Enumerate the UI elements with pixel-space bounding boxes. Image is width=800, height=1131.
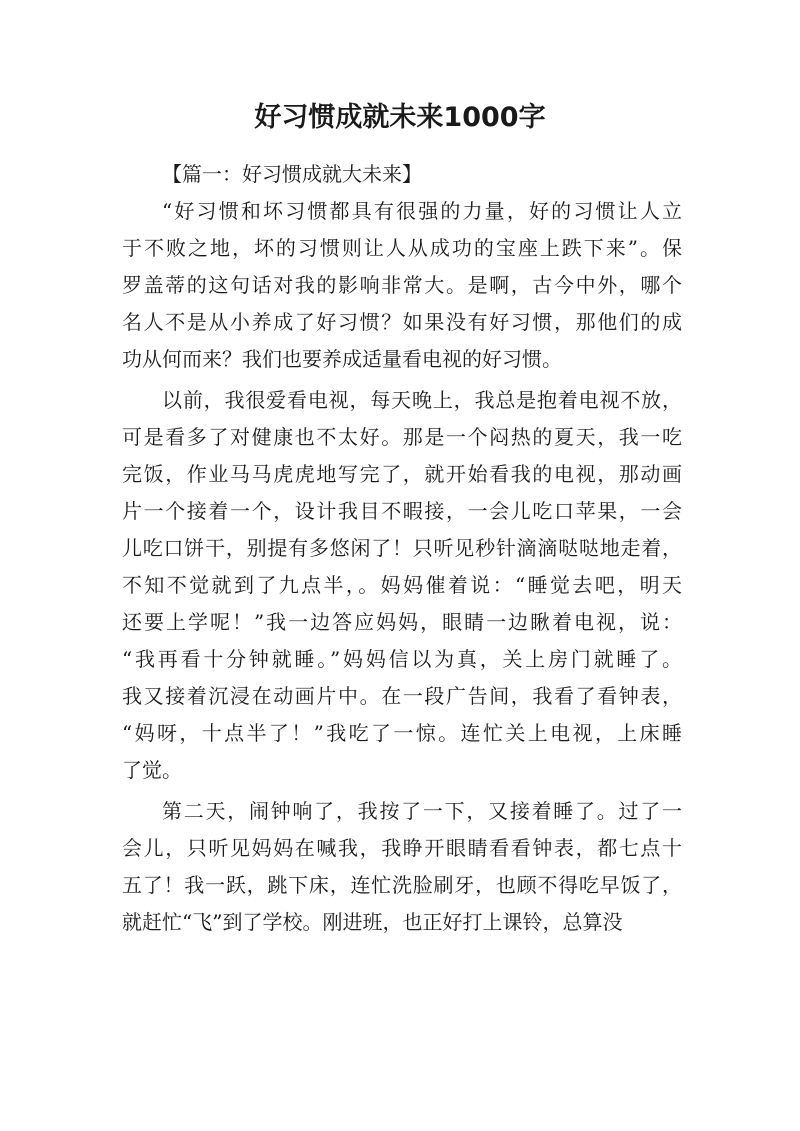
paragraph-line: 就赶忙“飞”到了学校。刚进班，也正好打上课铃，总算没 [122,910,623,934]
paragraph-line: 名人不是从小养成了好习惯？如果没有好习惯，那他们的成 [122,310,682,334]
document-body [122,156,682,945]
paragraph-line: 五了！我一跃，跳下床，连忙洗脸刷牙，也顾不得吃早饭了， [122,873,682,897]
paragraph-line: 会儿，只听见妈妈在喊我，我睁开眼睛看看钟表，都七点十 [122,836,682,860]
paragraph-line: 不知不觉就到了九点半，。妈妈催着说：“睡觉去吧，明天 [122,573,682,597]
paragraph-list [122,193,682,941]
paragraph-line: “妈呀，十点半了！”我吃了一惊。连忙关上电视，上床睡 [122,721,682,745]
paragraph [122,382,682,789]
paragraph-line: 功从何而来？我们也要养成适量看电视的好习惯。 [122,347,562,371]
paragraph-line: 儿吃口饼干，别提有多悠闲了！只听见秒针滴滴哒哒地走着， [122,536,682,560]
paragraph-line: 罗盖蒂的这句话对我的影响非常大。是啊，古今中外，哪个 [122,273,682,297]
paragraph [122,193,682,378]
paragraph-line: 完饭，作业马马虎虎地写完了，就开始看我的电视，那动画 [122,462,682,486]
paragraph-line: 于不败之地，坏的习惯则让人从成功的宝座上跌下来”。保 [122,236,682,260]
paragraph-line: “好习惯和坏习惯都具有很强的力量，好的习惯让人立 [162,199,682,223]
paragraph-line: 可是看多了对健康也不太好。那是一个闷热的夏天，我一吃 [122,425,682,449]
paragraph-line: 还要上学呢！”我一边答应妈妈，眼睛一边瞅着电视，说： [122,610,682,634]
paragraph-line: “我再看十分钟就睡。”妈妈信以为真，关上房门就睡了。 [122,647,682,671]
paragraph-line: 片一个接着一个，设计我目不暇接，一会儿吃口苹果，一会 [122,499,682,523]
paragraph-line: 第二天，闹钟响了，我按了一下，又接着睡了。过了一 [162,799,682,823]
paragraph-line: 以前，我很爱看电视，每天晚上，我总是抱着电视不放， [162,388,682,412]
paragraph [122,793,682,941]
section-heading: 【篇一：好习惯成就大未来】 [162,162,422,186]
paragraph-line: 我又接着沉浸在动画片中。在一段广告间，我看了看钟表， [122,684,682,708]
paragraph-line: 了觉。 [122,758,182,782]
document-title: 好习惯成就未来1000字 [254,102,546,133]
